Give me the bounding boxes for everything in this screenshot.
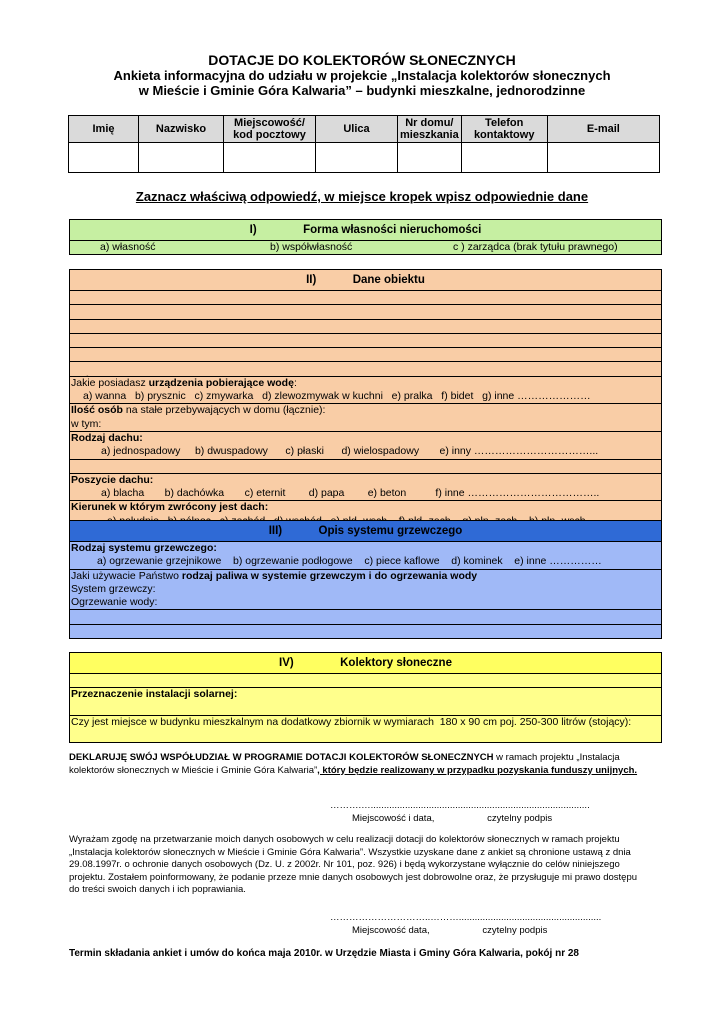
contact-table-header-row: [69, 116, 660, 143]
residents-label: Ilość osób: [71, 404, 123, 417]
document-subtitle-line1: Ankieta informacyjna do udziału w projekcie „Instalacja kolektorów słonecznych: [113, 68, 611, 83]
document-header: [0, 52, 724, 98]
section-number: II): [306, 274, 317, 286]
instruction-text: Zaznacz właściwą odpowiedź, w miejsce kropek wpisz odpowiednie dane: [135, 189, 589, 204]
document-title: DOTACJE DO KOLEKTORÓW SŁONECZNYCH: [208, 52, 516, 68]
section-building-header: [70, 270, 661, 291]
residents-note: na stałe przebywających w domu (łącznie):: [122, 404, 326, 417]
water-usage-label: [83, 376, 192, 377]
section-solar-collectors: [69, 652, 662, 743]
section-heating-system: [69, 520, 662, 639]
roof-angle-note: [191, 473, 260, 474]
heating-fuel-label: System grzewczy:: [71, 582, 156, 595]
ownership-option-b[interactable]: b) współwłasność: [270, 241, 353, 253]
roof-angle-label: [83, 473, 192, 474]
devices-label: urządzenia pobierające wodę: [148, 376, 294, 389]
contact-table-input-row: [69, 143, 660, 173]
section-number: I): [249, 224, 257, 236]
heating-type-options[interactable]: a) ogrzewanie grzejnikowe b) ogrzewanie podłogowe c) piece kaflowe d) kominek e) inne ……………: [97, 555, 602, 568]
roof-type-label: Rodzaj dachu:: [71, 431, 143, 444]
header-first-name: Imię: [69, 116, 139, 143]
consent-line-1: Wyrażam zgodę na przetwarzanie moich danych osobowych w celu realizacji dotacji do kolektorów słonecznych w ramach projektu: [69, 834, 620, 845]
header-house-number: Nr domu/ mieszkania: [398, 116, 462, 143]
devices-options[interactable]: a) wanna b) prysznic c) zmywarka d) zlewozmywak w kuchni e) pralka f) bidet g) inne …………………: [83, 390, 591, 403]
fuel-prefix: Jaki używacie Państwo: [71, 569, 182, 582]
section-heating-header: [70, 521, 661, 542]
declaration-project: kolektorów słonecznych w Mieście i Gminie Góra Kalwaria”: [69, 764, 318, 776]
consent-line-3: 29.08.1997r. o ochronie danych osobowych (Dz. U. z 2002r. Nr 101, poz. 926) i będą wykorzystane wyłącznie do celów niniejszego: [69, 859, 620, 870]
water-heating-fuel-label: Ogrzewanie wody:: [71, 596, 158, 609]
roof-direction-label: Kierunek w którym zwrócony jest dach:: [71, 501, 269, 514]
section-solar-header: [70, 653, 661, 674]
section-building-data: [69, 269, 662, 529]
fuel-label: rodzaj paliwa w systemie grzewczym i do ogrzewania wody: [181, 569, 478, 582]
signature-dots-2[interactable]: …………………………..………......................................................: [330, 912, 602, 923]
consent-line-5: do treści swoich danych i ich poprawiania.: [69, 884, 246, 895]
phone-field[interactable]: [461, 143, 547, 173]
section-title: Opis systemu grzewczego: [318, 525, 463, 537]
email-field[interactable]: [547, 143, 659, 173]
collector-type-label: [83, 687, 324, 688]
signature-label-1: Miejscowość i data, czytelny podpis: [352, 813, 553, 824]
contact-table: [68, 115, 660, 173]
declaration-bold: DEKLARUJĘ SWÓJ WSPÓŁUDZIAŁ W PROGRAMIE DOTACJI KOLEKTORÓW SŁONECZNYCH: [69, 752, 494, 763]
submission-deadline: Termin składania ankiet i umów do końca maja 2010r. w Urzędzie Miasta i Gminy Góra Kalwaria, pokój nr 28: [69, 948, 579, 959]
ownership-option-c[interactable]: c ) zarządca (brak tytułu prawnego): [453, 241, 618, 253]
water-usage-note: [191, 376, 397, 377]
section-ownership-header: [70, 220, 661, 241]
section-title: Dane obiektu: [352, 274, 425, 286]
first-name-field[interactable]: [69, 143, 139, 173]
section-title: Forma własności nieruchomości: [303, 224, 482, 236]
roof-type-options[interactable]: a) jednospadowy b) dwuspadowy c) płaski d) wielospadowy e) inny ……………………………...: [101, 445, 599, 458]
consent-line-4: projektu. Zostałem poinformowany, że podanie przeze mnie danych osobowych jest dobrowolne oraz, że przysługuje mi prawo dostępu: [69, 871, 638, 883]
locality-field[interactable]: [224, 143, 316, 173]
section-title: Kolektory słoneczne: [340, 657, 452, 669]
section-number: IV): [279, 657, 294, 669]
tank-space-question: Czy jest miejsce w budynku mieszkalnym na dodatkowy zbiornik w wymiarach 180 x 90 cm poj. 250-300 litrów (stojący):: [71, 715, 632, 728]
header-street: Ulica: [316, 116, 398, 143]
residents-breakdown-label: w tym:: [71, 417, 102, 430]
signature-dots-1[interactable]: ……….…...................................................................................: [330, 800, 590, 811]
consent-line-2: „Instalacja kolektorów słonecznych w Mieście i Gminie Góra Kalwaria”. Wszystkie uzyskane dane z ankiet są chronione ustawą z dnia: [69, 846, 631, 858]
signature-label-2: Miejscowość data, czytelny podpis: [352, 925, 548, 936]
devices-suffix: :: [293, 376, 297, 389]
street-field[interactable]: [316, 143, 398, 173]
ownership-option-a[interactable]: a) własność: [100, 241, 156, 253]
heating-type-label: Rodzaj systemu grzewczego:: [71, 542, 217, 554]
data-consent: [69, 834, 669, 897]
header-phone: Telefon kontaktowy: [461, 116, 547, 143]
header-locality: Miejscowość/ kod pocztowy: [224, 116, 316, 143]
devices-prefix: Jakie posiadasz: [71, 376, 149, 389]
roof-covering-options[interactable]: a) blacha b) dachówka c) eternit d) papa e) beton f) inne ………………………………..: [101, 487, 600, 500]
header-last-name: Nazwisko: [139, 116, 224, 143]
roof-covering-label: Poszycie dachu:: [71, 473, 154, 486]
section-number: III): [268, 525, 283, 537]
declaration-condition: , który będzie realizowany w przypadku pozyskania funduszy unijnych.: [317, 764, 638, 776]
document-subtitle-line2: w Mieście i Gminie Góra Kalwaria” – budynki mieszkalne, jednorodzinne: [138, 83, 586, 98]
declaration: [69, 752, 669, 777]
house-number-field[interactable]: [398, 143, 462, 173]
header-email: E-mail: [547, 116, 659, 143]
declaration-text: w ramach projektu „Instalacja: [493, 752, 620, 763]
last-name-field[interactable]: [139, 143, 224, 173]
section-ownership: [69, 219, 662, 255]
purpose-label: Przeznaczenie instalacji solarnej:: [71, 688, 238, 701]
